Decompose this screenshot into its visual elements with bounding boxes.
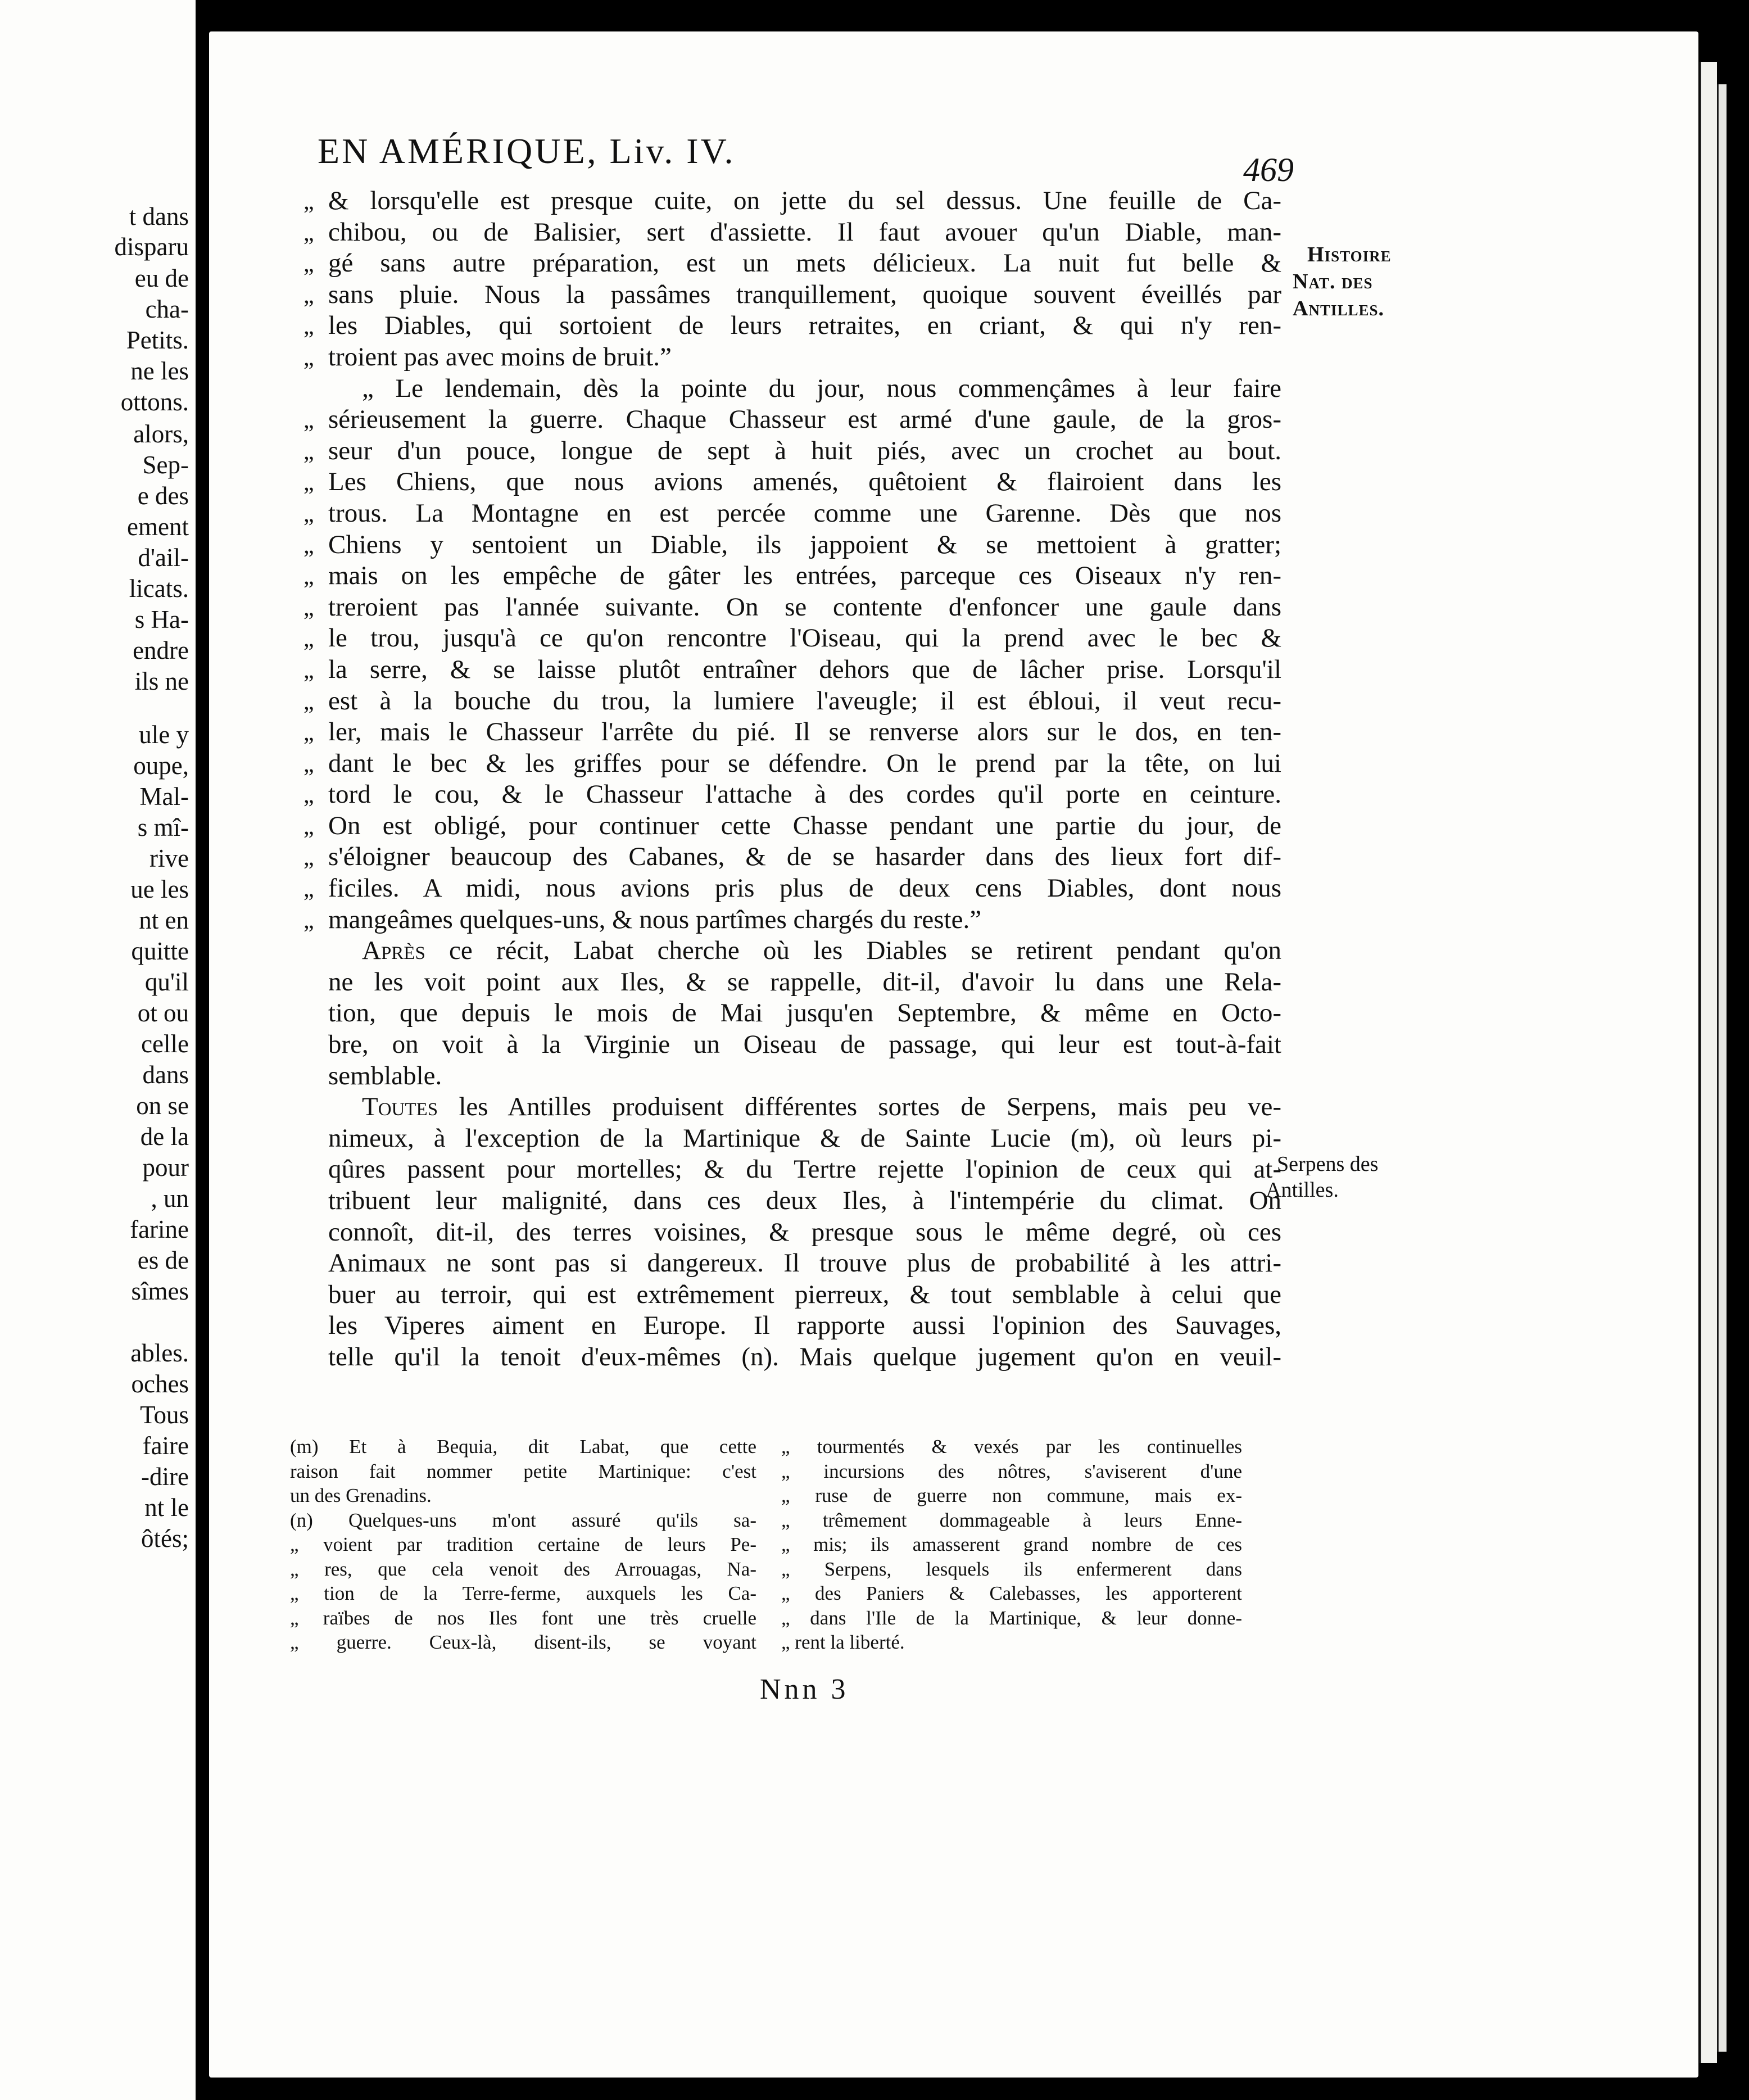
text-line	[303, 1342, 1281, 1373]
left-page-fragment: dans	[142, 1061, 189, 1089]
text-line	[303, 436, 1281, 467]
quote-mark: „	[303, 751, 314, 777]
quote-mark: „	[303, 438, 314, 465]
quote-mark: „	[303, 876, 314, 903]
text-line	[303, 1061, 1281, 1092]
footnote-line: (m) Et à Bequia, dit Labat, que cette	[290, 1436, 756, 1458]
footnote-line: „ des Paniers & Calebasses, les apporterent	[781, 1582, 1242, 1604]
left-page-fragment: ils ne	[134, 667, 189, 695]
text-line	[303, 654, 1281, 686]
left-page-fragment: ottons.	[120, 388, 189, 416]
footnote-line: „ ruse de guerre non commune, mais ex-	[781, 1485, 1242, 1506]
small-caps-word: Toutes	[362, 1092, 438, 1122]
quote-mark: „	[303, 282, 314, 309]
text-line	[303, 279, 1281, 311]
footnote-line: „ tourmentés & vexés par les continuelles	[781, 1436, 1242, 1458]
text-line	[303, 467, 1281, 498]
quote-mark: „	[303, 532, 314, 559]
quote-mark: „	[303, 470, 314, 496]
left-page-fragment: ôtés;	[141, 1524, 189, 1553]
line-text: buer au terroir, qui est extrêmement pierreux, & tout semblable à celui que	[328, 1279, 1281, 1309]
line-text: nimeux, à l'exception de la Martinique & de Sainte Lucie (m), où leurs pi-	[328, 1123, 1281, 1153]
text-line	[303, 717, 1281, 748]
line-text: dant le bec & les griffes pour se défendre. On le prend par la tête, on lui	[328, 748, 1281, 778]
left-page-fragment: qu'il	[144, 968, 189, 996]
quote-mark: „	[303, 564, 314, 590]
left-page-fragment: rive	[149, 844, 189, 872]
line-text: mangeâmes quelques-uns, & nous partîmes chargés du reste.”	[328, 904, 982, 934]
margin-note-histoire-line-2: Nat. des	[1293, 270, 1373, 293]
quote-mark: „	[303, 501, 314, 527]
left-page-fragment: Petits.	[126, 326, 189, 354]
left-page-fragment: de la	[140, 1123, 189, 1151]
line-text: est à la bouche du trou, la lumiere l'aveugle; il est ébloui, il veut recu-	[328, 686, 1281, 716]
margin-note-histoire-line-3: Antilles.	[1293, 297, 1384, 320]
line-text: On est obligé, pour continuer cette Chasse pendant une partie du jour, de	[328, 811, 1281, 840]
line-text: qûres passent pour mortelles; & du Tertre rejette l'opinion de ceux qui at-	[328, 1155, 1281, 1184]
left-page-fragment: es de	[137, 1246, 189, 1274]
left-page-fragment: eu de	[134, 264, 189, 292]
running-head: EN AMÉRIQUE, Liv. IV.	[318, 131, 736, 171]
page-edge	[1700, 62, 1717, 2063]
quote-mark: „	[303, 626, 314, 653]
quote-mark: „	[303, 907, 314, 934]
line-text: „ Le lendemain, dès la pointe du jour, nous commençâmes à leur faire	[362, 373, 1281, 403]
line-text: ler, mais le Chasseur l'arrête du pié. Il se renverse alors sur le dos, en ten-	[328, 717, 1281, 747]
footnote-line: „ res, que cela venoit des Arrouagas, Na-	[290, 1558, 756, 1580]
line-text: troient pas avec moins de bruit.”	[328, 342, 672, 372]
text-line	[303, 185, 1281, 217]
text-line	[303, 1217, 1281, 1248]
footnote-line: un des Grenadins.	[290, 1485, 432, 1506]
left-page-fragment: nt le	[144, 1493, 189, 1522]
quote-mark: „	[303, 345, 314, 371]
footnote-line: raison fait nommer petite Martinique: c'est	[290, 1460, 756, 1482]
margin-note-serpens-line-1: Serpens des	[1277, 1152, 1379, 1176]
left-page-fragment: ement	[127, 513, 189, 541]
left-page-fragment: pour	[142, 1153, 189, 1182]
left-page-fragment: Sep-	[142, 451, 189, 479]
small-caps-word: Après	[362, 936, 425, 966]
quote-mark: „	[303, 189, 314, 215]
left-page-fragment: disparu	[114, 233, 189, 261]
left-page-fragment: d'ail-	[138, 544, 189, 572]
text-line	[303, 592, 1281, 623]
left-page-fragment: oches	[131, 1370, 189, 1398]
line-text: ficiles. A midi, nous avions pris plus de deux cens Diables, dont nous	[328, 874, 1281, 903]
text-line	[303, 967, 1281, 998]
quote-mark: „	[303, 845, 314, 871]
text-line	[303, 811, 1281, 842]
text-line	[303, 1185, 1281, 1217]
left-page-fragment: licats.	[129, 574, 189, 603]
text-line	[303, 1092, 1281, 1123]
footnote-line: „ raïbes de nos Iles font une très cruelle	[290, 1606, 756, 1629]
main-text	[303, 185, 1281, 1373]
left-page-fragment: ot ou	[137, 999, 189, 1027]
text-line	[303, 873, 1281, 904]
footnotes-left-column	[290, 1434, 756, 1655]
text-line	[303, 1310, 1281, 1342]
text-line	[303, 1029, 1281, 1061]
text-line	[303, 498, 1281, 529]
left-page-fragment: sîmes	[131, 1277, 189, 1305]
quote-mark: „	[303, 408, 314, 434]
line-text: Chiens y sentoient un Diable, ils jappoient & se mettoient à gratter;	[328, 529, 1281, 559]
quote-mark: „	[303, 782, 314, 809]
text-line	[303, 841, 1281, 873]
line-text: Animaux ne sont pas si dangereux. Il trouve plus de probabilité à les attri-	[328, 1248, 1281, 1278]
line-text: tord le cou, & le Chasseur l'attache à des cordes qu'il porte en ceinture.	[328, 780, 1281, 809]
quote-mark: „	[303, 689, 314, 715]
text-line	[303, 935, 1281, 967]
page-number: 469	[1243, 151, 1294, 188]
left-page-fragment: Tous	[140, 1401, 189, 1429]
line-text: Les Chiens, que nous avions amenés, quêtoient & flairoient dans les	[328, 467, 1281, 497]
footnote-line: „ mis; ils amasserent grand nombre de ces	[781, 1533, 1242, 1555]
left-page-fragment: ue les	[130, 875, 189, 903]
line-text: mais on les empêche de gâter les entrées, parceque ces Oiseaux n'y ren-	[328, 561, 1281, 591]
line-text: trous. La Montagne en est percée comme une Garenne. Dès que nos	[328, 498, 1281, 528]
footnotes-right-column	[781, 1434, 1242, 1655]
line-text: le trou, jusqu'à ce qu'on rencontre l'Oiseau, qui la prend avec le bec &	[328, 623, 1281, 653]
signature-mark: Nnn 3	[760, 1673, 849, 1705]
page-edge-inner	[1718, 84, 1727, 2052]
footnote-line: „ trêmement dommageable à leurs Enne-	[781, 1509, 1242, 1531]
quote-mark: „	[303, 314, 314, 340]
left-page-fragment: oupe,	[133, 752, 189, 780]
text-line	[303, 748, 1281, 780]
left-page-fragment: faire	[142, 1432, 189, 1460]
left-page-fragment: endre	[133, 636, 189, 664]
left-page-fragment: cha-	[145, 295, 189, 323]
left-page-fragment: -dire	[141, 1463, 189, 1491]
left-page-fragment: t dans	[129, 202, 189, 230]
text-line	[303, 904, 1281, 936]
text-line	[303, 248, 1281, 279]
footnote-line: „ guerre. Ceux-là, disent-ils, se voyant	[290, 1631, 756, 1653]
text-line	[303, 342, 1281, 373]
line-text: sans pluie. Nous la passâmes tranquillement, quoique souvent éveillés par	[328, 279, 1281, 309]
footnote-line: „ Serpens, lesquels ils enfermerent dans	[781, 1558, 1242, 1580]
quote-mark: „	[303, 220, 314, 246]
line-text: ce récit, Labat cherche où les Diables se retirent pendant qu'on	[425, 936, 1281, 966]
footnote-line: „ tion de la Terre-ferme, auxquels les Ca-	[290, 1582, 756, 1604]
text-line	[303, 1248, 1281, 1279]
line-text: sérieusement la guerre. Chaque Chasseur est armé d'une gaule, de la gros-	[328, 405, 1281, 435]
left-page-fragment: quitte	[131, 937, 189, 965]
text-line	[303, 373, 1281, 405]
left-page-fragment: Mal-	[139, 782, 189, 811]
quote-mark: „	[303, 657, 314, 684]
text-line	[303, 404, 1281, 436]
footnote-line: „ incursions des nôtres, s'aviserent d'une	[781, 1460, 1242, 1482]
footnote-line: „ voient par tradition certaine de leurs Pe-	[290, 1533, 756, 1555]
text-line	[303, 1154, 1281, 1185]
line-text: les Viperes aiment en Europe. Il rapporte aussi l'opinion des Sauvages,	[328, 1311, 1281, 1341]
line-text: chibou, ou de Balisier, sert d'assiette. Il faut avouer qu'un Diable, man-	[328, 217, 1281, 247]
text-line	[303, 623, 1281, 654]
margin-note-histoire-line-1: Histoire	[1307, 243, 1392, 266]
quote-mark: „	[303, 720, 314, 746]
text-line	[303, 529, 1281, 561]
left-page-fragment: farine	[130, 1215, 189, 1243]
left-page-fragment: , un	[151, 1184, 189, 1212]
left-page-edge	[0, 0, 196, 2100]
text-line	[303, 560, 1281, 592]
footnote-line: „ dans l'Ile de la Martinique, & leur donne-	[781, 1606, 1242, 1629]
text-line	[303, 217, 1281, 248]
left-page-fragment: ables.	[130, 1339, 189, 1367]
line-text: tion, que depuis le mois de Mai jusqu'en Septembre, & même en Octo-	[328, 998, 1281, 1028]
text-line	[303, 779, 1281, 811]
text-line	[303, 686, 1281, 717]
line-text: seur d'un pouce, longue de sept à huit piés, avec un crochet au bout.	[328, 436, 1281, 465]
line-text: semblable.	[328, 1061, 442, 1090]
left-page-fragment: alors,	[133, 420, 189, 448]
line-text: & lorsqu'elle est presque cuite, on jette du sel dessus. Une feuille de Ca-	[328, 186, 1281, 215]
line-text: les Diables, qui sortoient de leurs retraites, en criant, & qui n'y ren-	[328, 311, 1281, 341]
left-page-fragment: ne les	[130, 357, 189, 385]
line-text: gé sans autre préparation, est un mets délicieux. La nuit fut belle &	[328, 248, 1281, 278]
text-line	[303, 1123, 1281, 1155]
line-text: treroient pas l'année suivante. On se contente d'enfoncer une gaule dans	[328, 592, 1281, 622]
quote-mark: „	[303, 813, 314, 840]
quote-mark: „	[303, 595, 314, 621]
line-text: les Antilles produisent différentes sortes de Serpens, mais peu ve-	[438, 1092, 1281, 1122]
left-page-fragment: nt en	[139, 906, 189, 934]
margin-note-serpens-line-2: Antilles.	[1266, 1178, 1339, 1202]
left-page-fragment: s mî-	[137, 813, 189, 841]
text-line	[303, 1279, 1281, 1311]
line-text: ne les voit point aux Iles, & se rappelle, dit-il, d'avoir lu dans une Rela-	[328, 967, 1281, 997]
footnote-line: (n) Quelques-uns m'ont assuré qu'ils sa-	[290, 1509, 756, 1531]
line-text: la serre, & se laisse plutôt entraîner dehors que de lâcher prise. Lorsqu'il	[328, 654, 1281, 684]
text-line	[303, 310, 1281, 342]
line-text: bre, on voit à la Virginie un Oiseau de passage, qui leur est tout-à-fait	[328, 1030, 1281, 1060]
left-page-fragment: on se	[136, 1092, 189, 1120]
left-page-fragment: ule y	[139, 721, 189, 749]
left-page-fragment: s Ha-	[134, 605, 189, 633]
line-text: telle qu'il la tenoit d'eux-mêmes (n). Mais quelque jugement qu'on en veuil-	[328, 1342, 1281, 1372]
line-text: tribuent leur malignité, dans ces deux Iles, à l'intempérie du climat. On	[328, 1186, 1281, 1215]
quote-mark: „	[303, 251, 314, 278]
text-line	[303, 998, 1281, 1029]
left-page-fragment: celle	[141, 1030, 189, 1058]
line-text: s'éloigner beaucoup des Cabanes, & de se hasarder dans des lieux fort dif-	[328, 842, 1281, 872]
line-text: connoît, dit-il, des terres voisines, & presque sous le même degré, où ces	[328, 1217, 1281, 1247]
footnote-line: „ rent la liberté.	[781, 1631, 905, 1653]
left-page-fragment: e des	[137, 482, 189, 510]
